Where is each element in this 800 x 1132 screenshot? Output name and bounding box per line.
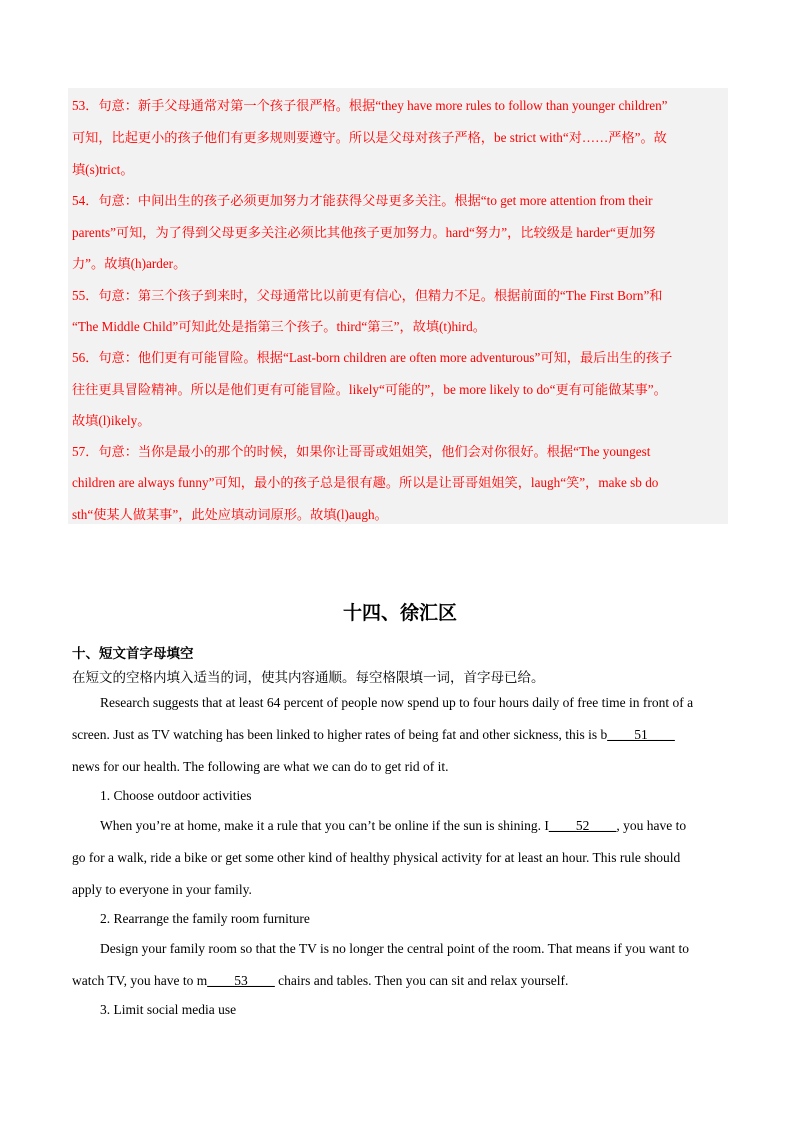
- answer-56-line-1: 56．句意：他们更有可能冒险。根据“Last-born children are often more adventurous”可知，最后出生的孩子: [72, 350, 673, 365]
- passage-heading-3: 3. Limit social media use: [100, 1002, 237, 1017]
- answer-57-line-2: children are always funny”可知，最小的孩子总是很有趣。所以是让哥哥姐姐笑，laugh“笑”，make sb do: [72, 475, 659, 490]
- answer-55-line-1: 55．句意：第三个孩子到来时，父母通常比以前更有信心，但精力不足。根据前面的“The First Born”和: [72, 288, 663, 303]
- subsection-title: 十、短文首字母填空: [72, 646, 194, 661]
- answer-56-line-3: 故填(l)ikely。: [72, 413, 151, 428]
- answer-56-line-2: 往往更具冒险精神。所以是他们更有可能冒险。likely“可能的”，be more likely to do“更有可能做某事”。: [72, 382, 667, 397]
- passage-p1-line-3: news for our health. The following are what we can do to get rid of it.: [72, 759, 449, 774]
- section-title: 十四、徐汇区: [342, 603, 457, 624]
- passage-p1-line-2-text: screen. Just as TV watching has been linked to higher rates of being fat and other sickness, this is b: [72, 727, 608, 742]
- passage-p2-line-1: [72, 810, 722, 842]
- answer-57-line-3: sth“使某人做某事”，此处应填动词原形。故填(l)augh。: [72, 507, 388, 522]
- passage-p1-line-1: Research suggests that at least 64 percent of people now spend up to four hours daily of free time in front of a: [100, 695, 694, 710]
- passage-p3-line-2: [72, 965, 722, 997]
- answer-54-line-2: parents”可知，为了得到父母更多关注必须比其他孩子更加努力。hard“努力”，比较级是 harder“更加努: [72, 225, 656, 240]
- passage-p2-line-1-text: When you’re at home, make it a rule that you can’t be online if the sun is shining. I: [100, 818, 549, 833]
- passage-p3-line-2-after: chairs and tables. Then you can sit and relax yourself.: [274, 973, 569, 988]
- passage-p2-line-2: go for a walk, ride a bike or get some other kind of healthy physical activity for at least an hour. This rule should: [72, 850, 681, 865]
- passage-heading-2: 2. Rearrange the family room furniture: [100, 911, 310, 926]
- answer-57-line-1: 57．句意：当你是最小的那个的时候，如果你让哥哥或姐姐笑，他们会对你很好。根据“The youngest: [72, 444, 651, 459]
- passage-p1-line-2: [72, 719, 722, 751]
- blank-52: ____52____: [548, 818, 617, 833]
- answer-55-line-2: “The Middle Child”可知此处是指第三个孩子。third“第三”，故填(t)hird。: [72, 319, 486, 334]
- answer-53-line-2: 可知，比起更小的孩子他们有更多规则要遵守。所以是父母对孩子严格，be strict with“对……严格”。故: [72, 130, 667, 145]
- answer-53-line-3: 填(s)trict。: [72, 162, 134, 177]
- blank-53: ____53____: [207, 973, 275, 988]
- answer-54-line-1: 54．句意：中间出生的孩子必须更加努力才能获得父母更多关注。根据“to get more attention from their: [72, 193, 653, 208]
- passage-p3-line-1: Design your family room so that the TV is no longer the central point of the room. That means if you want to: [100, 941, 690, 956]
- passage-p2-line-3: apply to everyone in your family.: [72, 882, 252, 897]
- passage-p3-line-2-text: watch TV, you have to m: [72, 973, 208, 988]
- answer-54-line-3: 力”。故填(h)arder。: [72, 256, 187, 271]
- blank-51: ____51____: [607, 727, 675, 742]
- passage-p2-line-1-after: , you have to: [616, 818, 687, 833]
- passage-heading-1: 1. Choose outdoor activities: [100, 788, 252, 803]
- instruction-text: 在短文的空格内填入适当的词，使其内容通顺。每空格限填一词，首字母已给。: [72, 670, 545, 685]
- answer-53-line-1: 53．句意：新手父母通常对第一个孩子很严格。根据“they have more rules to follow than younger children”: [72, 98, 668, 113]
